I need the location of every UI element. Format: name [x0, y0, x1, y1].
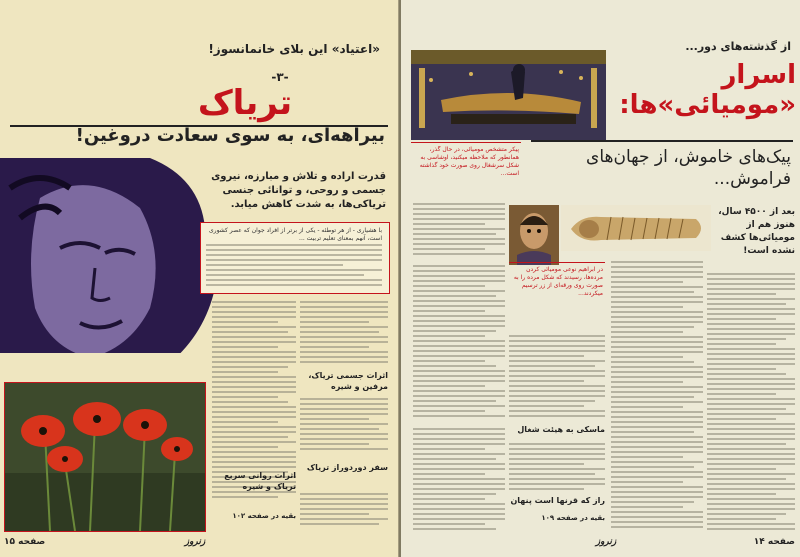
tomb-painting: [411, 50, 606, 140]
subhead-mental-effects: اثرات روانی سریع تریاک و شیره: [224, 471, 296, 491]
right-column-a: [413, 200, 505, 256]
part-number: -۳-: [271, 70, 289, 84]
left-column-3: [300, 395, 388, 455]
subheadline: بیراهه‌ای، به سوی سعادت دروغین!: [75, 125, 385, 146]
right-column-6: [413, 425, 505, 530]
series-title: «اعتیاد» این بلای خانمانسوز!: [208, 42, 380, 56]
subheadline: پیک‌های خاموش، از جهان‌های فراموش...: [586, 147, 791, 189]
face-photo: [0, 158, 220, 383]
top-caption-box: [411, 142, 521, 195]
kicker: از گذشته‌های دور...: [685, 40, 791, 53]
continued-note: بقیه در صفحه ۱۰۹: [541, 514, 605, 522]
right-column-3: [413, 262, 505, 420]
page-number: صفحه ۱۵: [4, 537, 46, 547]
subhead-hidden-secret: راز که قرنها است پنهان: [510, 496, 605, 505]
subhead-jackal-mask: ماسکی به هیئت شغال: [517, 425, 605, 434]
left-page: [0, 0, 399, 557]
mid-caption-box: [509, 262, 605, 327]
right-column-1: [707, 270, 795, 530]
mid-caption: در ابراهیم نوعی مومیائی کردن مرده‌ها، رسیدند که شکل مرده را به صورت روی ورقه‌ای از زر ترسیم میکردند...: [513, 266, 603, 297]
brand-logo: زنروز: [595, 537, 617, 547]
page-number: صفحه ۱۴: [753, 537, 795, 547]
subhead-opium-journey: سفر دوردوراز تریاک: [306, 463, 388, 472]
intro-box-text: با هشیاری - از هر توطئه - یکی از برتر از افراد جوان که عصر کشوری است، آنهم بمعنای تعلیم تربیت ...: [208, 227, 382, 241]
brand-logo: زنروز: [184, 537, 206, 547]
left-column-4: [300, 490, 388, 530]
headline: تریاک: [197, 83, 293, 123]
left-column-1: [300, 298, 388, 368]
mummy-portrait: [509, 205, 559, 265]
top-caption: پیکر متشخص مومیائی، در حال گذر، همانطور که ملاحظه میکنید، اوشاسی به شکل سرشغال روی صورت خود گذاشته است...: [419, 146, 519, 177]
right-column-5: [509, 440, 605, 492]
continued-note: بقیه در صفحه ۱۰۲: [232, 512, 296, 520]
right-column-4: [509, 332, 605, 420]
wrapped-mummy: [561, 205, 711, 251]
lead-paragraph: بعد از ۴۵۰۰ سال، هنوز هم از مومیائی‌ها کشف نشده است!: [718, 207, 795, 256]
intro-box: [200, 222, 390, 294]
headline: [606, 60, 796, 120]
poppy-photo: [4, 382, 206, 532]
subhead-physical-effects: اثرات جسمی تریاک، مرفین و شیره: [308, 371, 388, 391]
title-rule: [531, 140, 793, 142]
intro-box-body: [206, 241, 382, 289]
headline-text: اسرار «مومیائی»ها:: [619, 60, 796, 120]
right-column-2: [611, 258, 703, 530]
lead-paragraph: قدرت اراده و تلاش و مبارزه، نیروی جسمی و روحی، و توانائی جنسی تریاکی‌ها، به شدت کاهش میابد.: [211, 171, 386, 210]
right-page: [401, 0, 800, 557]
